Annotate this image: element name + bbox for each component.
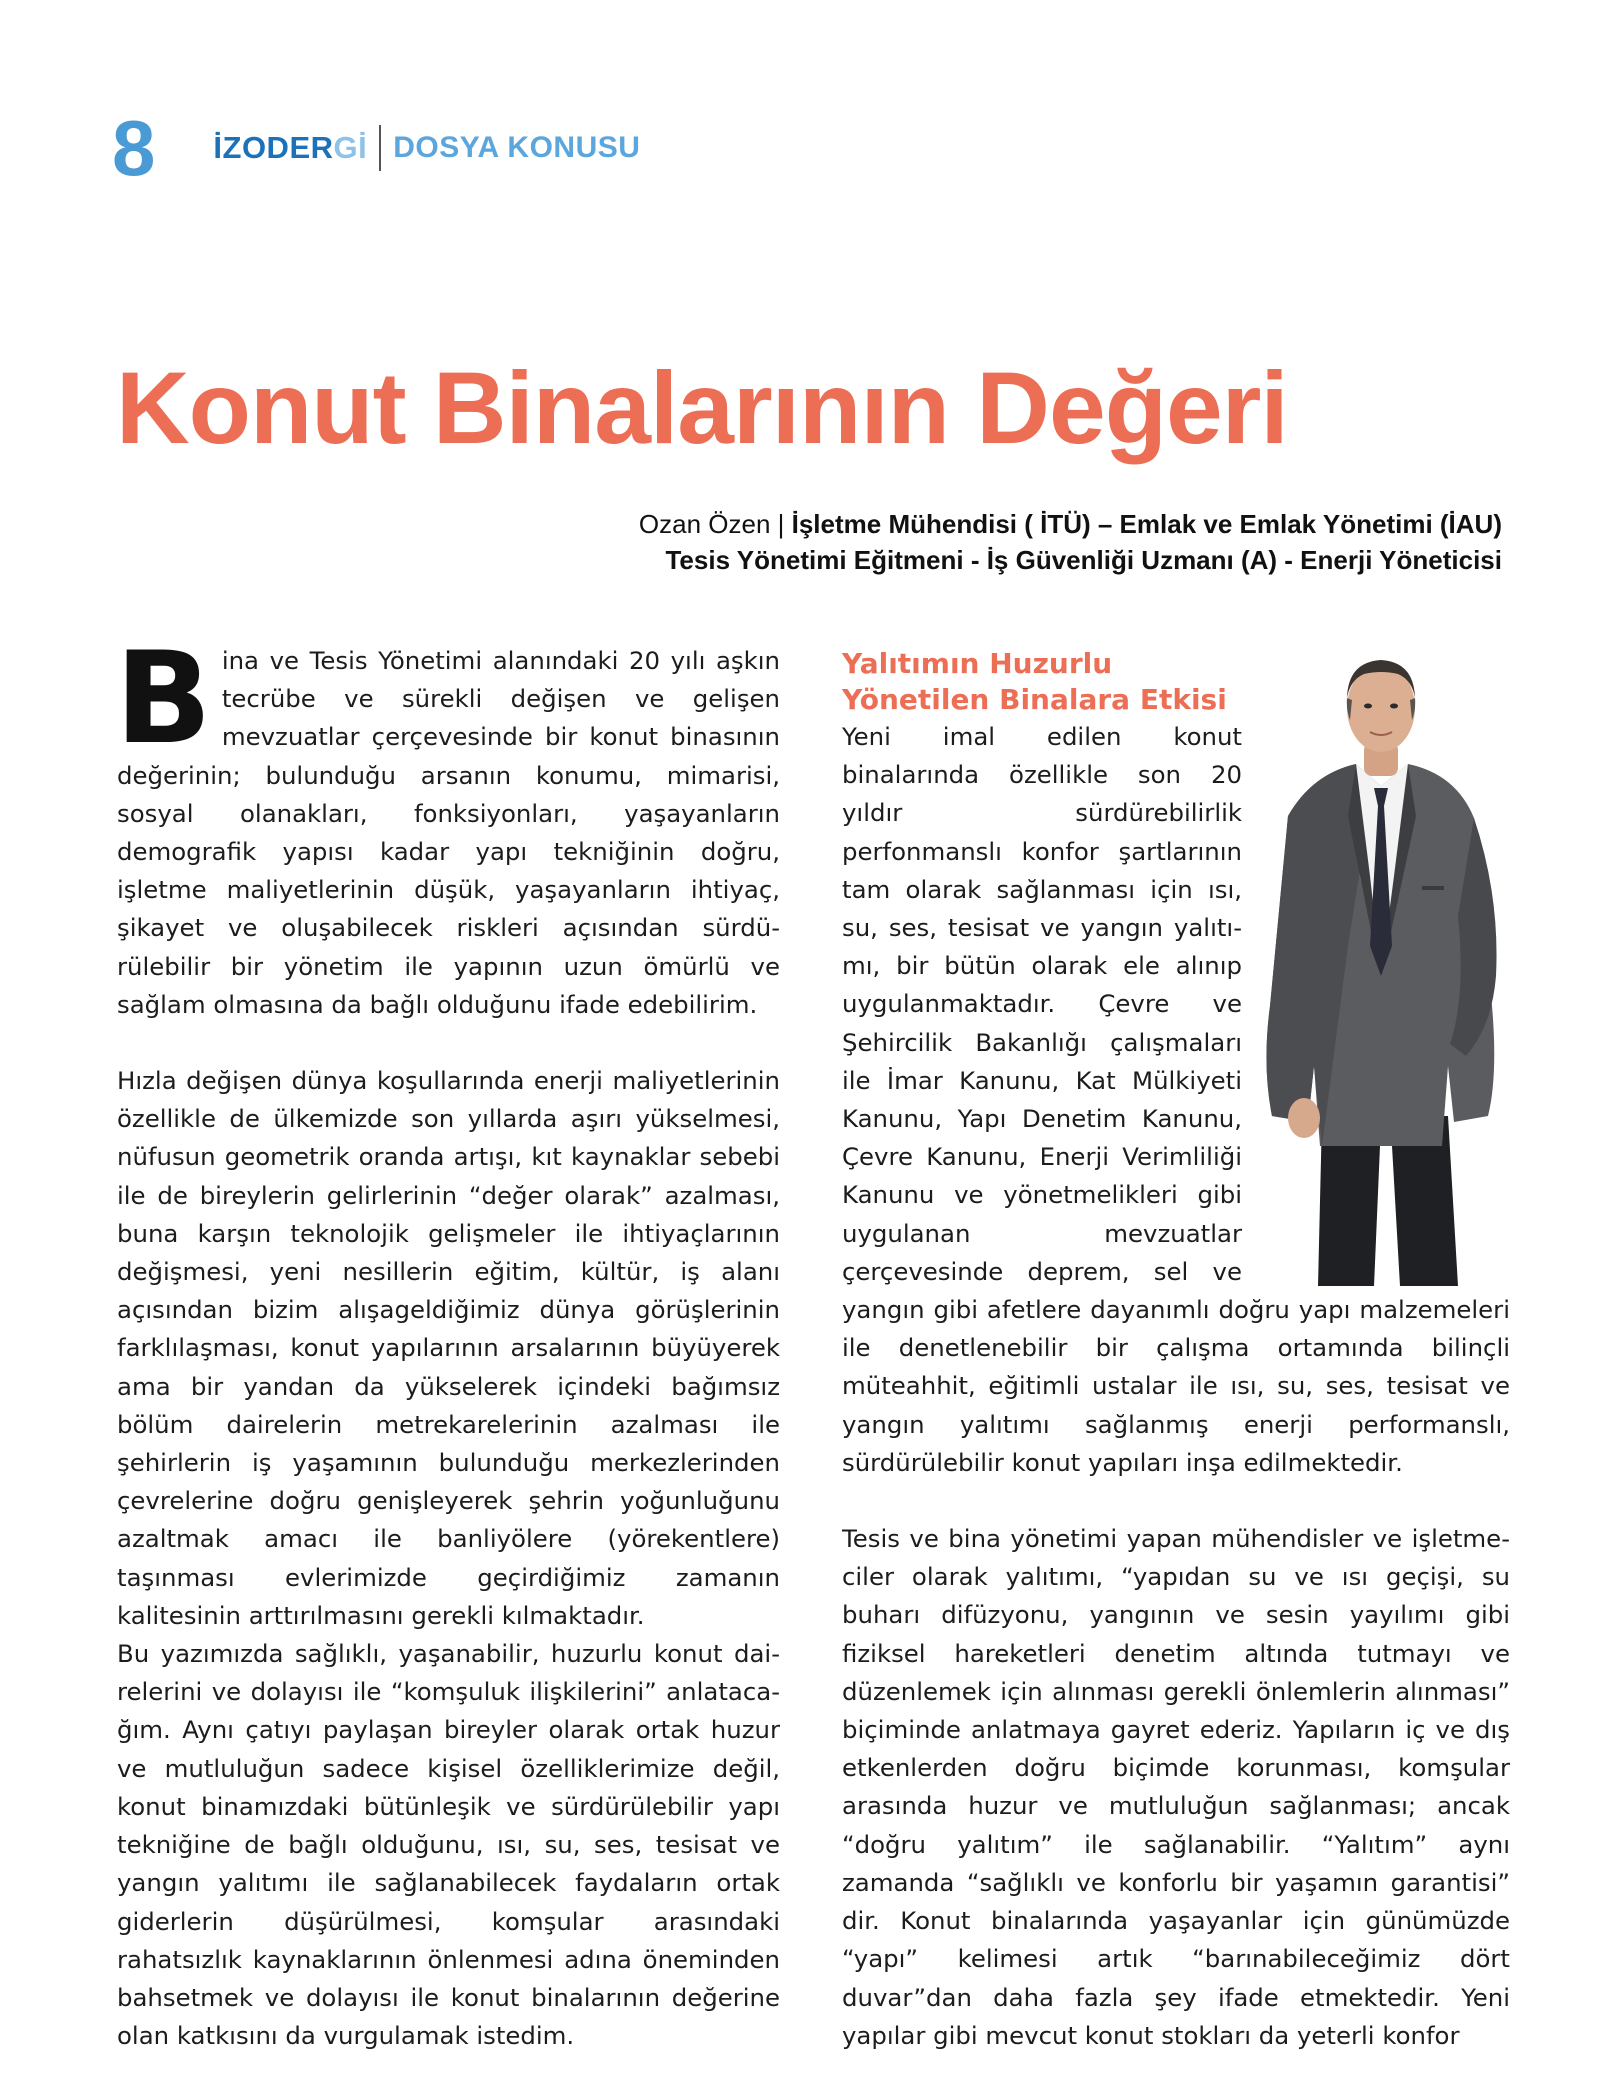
author-byline <box>639 506 1502 578</box>
left-paragraph-1-text: ina ve Tesis Yönetimi alanındaki 20 yılı aşkın tecrübe ve sürekli değişen ve gelişen mevzuatlar çerçevesinde bir konut binasının değerinin; bulunduğu arsanın konumu, mimarisi, sosyal olanakları, fonksiyonları, yaşayanların demografik yapısı kadar yapı tekniğinin doğru, işletme maliyetlerinin düşük, yaşayanların ihtiyaç, şikayet ve oluşabilecek riskleri açısından sürdürülebilir bir yönetim ile yapının uzun ömürlü ve sağlam olmasına da bağlı olduğunu ifade edebilirim. <box>117 646 780 1019</box>
magazine-logo <box>213 130 367 166</box>
page-number: 8 <box>112 104 156 192</box>
author-credentials-1: İşletme Mühendisi ( İTÜ) – Emlak ve Emlak Yönetimi (İAU) <box>791 509 1502 539</box>
left-paragraph-1 <box>115 624 780 1024</box>
magazine-logo-part2: Gİ <box>333 130 368 165</box>
author-name: Ozan Özen <box>638 509 771 539</box>
right-paragraph-1: Yeni imal edilen konut binalarında özellikle son 20 yıldır sürdürebilirlik perfonmanslı konfor şartlarının tam olarak sağlanması için ısı, su, ses, tesisat ve yangın yalıtımı, bir bütün olarak ele alınıp uygulanmaktadır. Çevre ve Şehircilik Bakanlığı çalışmaları ile İmar Kanunu, Kat Mülkiyeti Kanunu, Yapı Denetim Kanunu, Çevre Kanunu, Enerji Verimliliği Kanunu ve yönetmelikleri gibi uygulanan mevzuatlar çerçevesinde deprem, sel ve yangın gibi afetlere dayanımlı doğru yapı malzemeleri ile denetlenebilir bir çalışma ortamında bilinçli müteahhit, eğitimli ustalar ile ısı, su, ses, tesisat ve yangın yalıtımı sağlanmış enerji performanslı, sürdürülebilir konut yapıları inşa edilmektedir. <box>842 722 1510 1477</box>
article-title: Konut Binalarının Değeri <box>116 351 1288 465</box>
left-paragraph-3: Bu yazımızda sağlıklı, yaşanabilir, huzurlu konut dairelerini ve dolayısı ile “komşuluk ilişkilerini” anlatacağım. Aynı çatıyı paylaşan bireyler olarak ortak huzur ve mutluluğun sadece kişisel özelliklerimize değil, konut binamızdaki bütünleşik ve sürdürülebilir yapı tekniğine de bağlı olduğunu, ısı, su, ses, tesisat ve yangın yalıtımı ile sağlanabilecek faydaların ortak giderlerin düşürülmesi, komşular arasındaki rahatsızlık kaynaklarının önlenmesi adına öneminden bahsetmek ve dolayısı ile konut binalarının değerine olan katkısını da vurgulamak istedim. <box>117 1639 780 2051</box>
section-label: DOSYA KONUSU <box>393 131 641 164</box>
header-divider <box>379 125 381 171</box>
paragraph-gap <box>842 1482 1510 1520</box>
drop-cap: B <box>115 624 212 772</box>
byline-separator: | <box>770 509 792 539</box>
subheading-line2: Yönetilen Binalara Etkisi <box>842 683 1227 716</box>
byline-line2 <box>639 542 1502 578</box>
left-paragraph-2: Hızla değişen dünya koşullarında enerji maliyetlerinin özellikle de ülkemizde son yıllarda aşırı yükselmesi, nüfusun geometrik oranda artışı, kıt kaynaklar sebebi ile de bireylerin gelirlerinin “değer olarak” azalması, buna karşın teknolojik gelişmeler ile ihtiyaçlarının değişmesi, yeni nesillerin eğitim, kültür, iş alanı açısından bizim alışageldiğimiz dünya görüşlerinin farklılaşması, konut yapılarının arsalarının büyüyerek ama bir yandan da yükselerek içindeki bağımsız bölüm dairelerin metrekarelerinin azalması ile şehirlerin iş yaşamının bulunduğu merkezlerinden çevrelerine doğru genişleyerek şehrin yoğunluğunu azaltmak amacı ile banliyölere (yörekentlere) taşınması evlerimizde geçirdiğimiz zamanın kalitesinin arttırılmasını gerekli kılmaktadır. <box>117 1066 780 1630</box>
left-column <box>115 624 780 2055</box>
byline-line1 <box>639 506 1502 542</box>
right-column <box>842 646 1510 2055</box>
page-header <box>112 104 641 192</box>
author-credentials-2: Tesis Yönetimi Eğitmeni - İş Güvenliği Uzmanı (A) - Enerji Yöneticisi <box>665 545 1502 575</box>
subheading-line1: Yalıtımın Huzurlu <box>842 647 1113 680</box>
right-paragraph-2: Tesis ve bina yönetimi yapan mühendisler ve işletmeciler olarak yalıtımı, “yapıdan su ve ısı geçişi, su buharı difüzyonu, yangının ve sesin yayılımı gibi fiziksel hareketleri denetim altında tutmayı ve düzenlemek için alınması gerekli önlemlerin alınması” biçiminde anlatmaya gayret ederiz. Yapıların iç ve dış etkenlerden doğru biçimde korunması, komşular arasında huzur ve mutluluğun sağlanması; ancak “doğru yalıtım” ile sağlanabilir. “Yalıtım” aynı zamanda “sağlıklı ve konforlu bir yaşamın garantisi” dir. Konut binalarında yaşayanlar için günümüzde “yapı” kelimesi artık “barınabileceğimiz dört duvar”dan daha fazla şey ifade etmektedir. Yeni yapılar gibi mevcut konut stokları da yeterli konfor <box>842 1524 1510 2050</box>
paragraph-gap <box>117 1024 780 1062</box>
author-photo <box>1252 646 1510 1286</box>
magazine-logo-part1: İZODER <box>213 130 334 165</box>
